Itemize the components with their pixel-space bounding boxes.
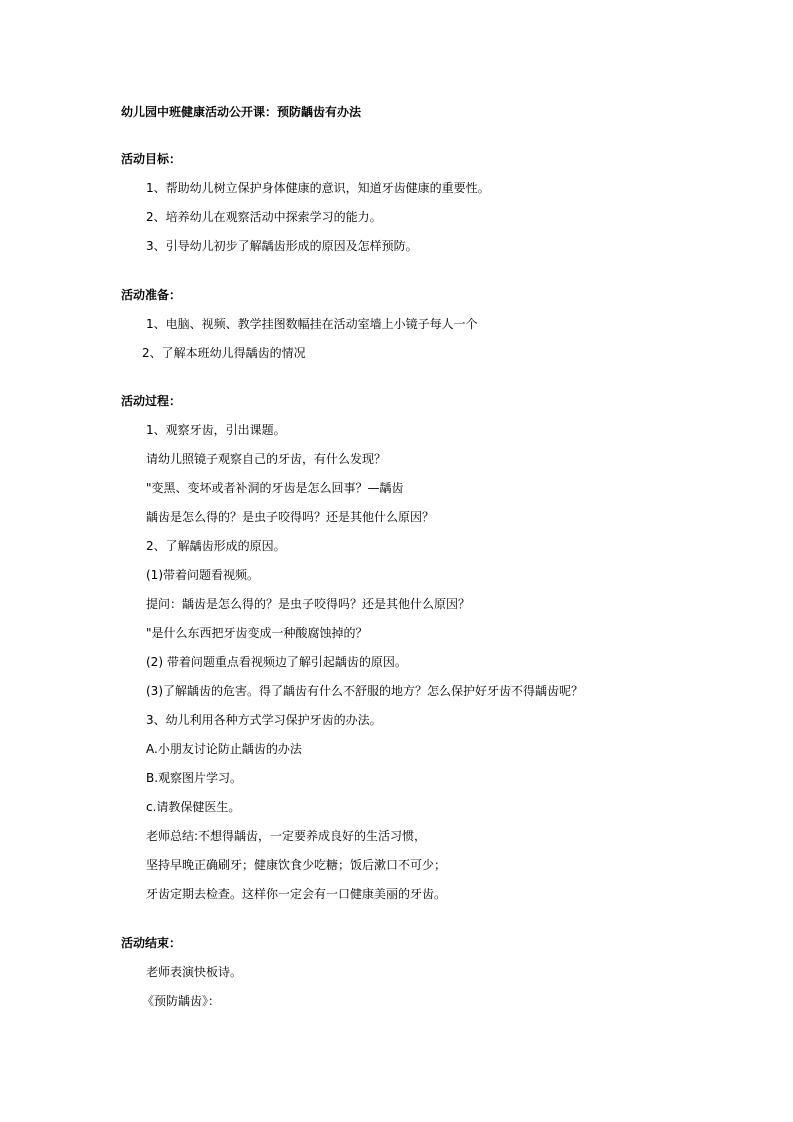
process-line: "是什么东西把牙齿变成一种酸腐蚀掉的？	[146, 626, 368, 640]
preparation-item: 1、电脑、视频、教学挂图数幅挂在活动室墙上小镜子每人一个	[146, 317, 478, 331]
goal-item: 2、培养幼儿在观察活动中探索学习的能力。	[146, 210, 382, 224]
process-line: (3)了解龋齿的危害。得了龋齿有什么不舒服的地方？怎么保护好牙齿不得龋齿呢？	[146, 684, 584, 698]
process-line: 提问：龋齿是怎么得的？是虫子咬得吗？还是其他什么原因？	[146, 597, 471, 611]
process-line: 请幼儿照镜子观察自己的牙齿，有什么发现？	[146, 452, 387, 466]
process-line: 龋齿是怎么得的？是虫子咬得吗？还是其他什么原因？	[146, 510, 435, 524]
process-line: 坚持早晚正确刷牙；健康饮食少吃糖；饭后漱口不可少；	[146, 858, 447, 872]
process-line: "变黑、变坏或者补洞的牙齿是怎么回事？—龋齿	[146, 481, 404, 495]
process-line: 3、幼儿利用各种方式学习保护牙齿的办法。	[146, 713, 382, 727]
process-line: (1)带着问题看视频。	[146, 568, 259, 582]
ending-line: 老师表演快板诗。	[146, 965, 243, 979]
preparation-item: 2、了解本班幼儿得龋齿的情况	[142, 346, 306, 360]
process-line: 2、了解龋齿形成的原因。	[146, 539, 286, 553]
ending-heading: 活动结束：	[121, 936, 182, 950]
goals-heading: 活动目标：	[121, 152, 182, 166]
ending-line: 《预防龋齿》：	[142, 994, 221, 1008]
process-line: A.小朋友讨论防止龋齿的办法	[146, 742, 302, 756]
preparation-heading: 活动准备：	[121, 288, 182, 302]
process-line: 牙齿定期去检查。这样你一定会有一口健康美丽的牙齿。	[146, 887, 447, 901]
process-line: 老师总结:不想得龋齿，一定要养成良好的生活习惯，	[146, 829, 427, 843]
process-line: 1、观察牙齿，引出课题。	[146, 423, 286, 437]
process-line: B.观察图片学习。	[146, 771, 243, 785]
process-heading: 活动过程：	[121, 394, 182, 408]
goal-item: 1、帮助幼儿树立保护身体健康的意识，知道牙齿健康的重要性。	[146, 181, 490, 195]
document-title: 幼儿园中班健康活动公开课：预防龋齿有办法	[121, 105, 362, 119]
process-line: (2) 带着问题重点看视频边了解引起龋齿的原因。	[146, 655, 407, 669]
goal-item: 3、引导幼儿初步了解龋齿形成的原因及怎样预防。	[146, 239, 418, 253]
process-line: c.请教保健医生。	[146, 800, 241, 814]
